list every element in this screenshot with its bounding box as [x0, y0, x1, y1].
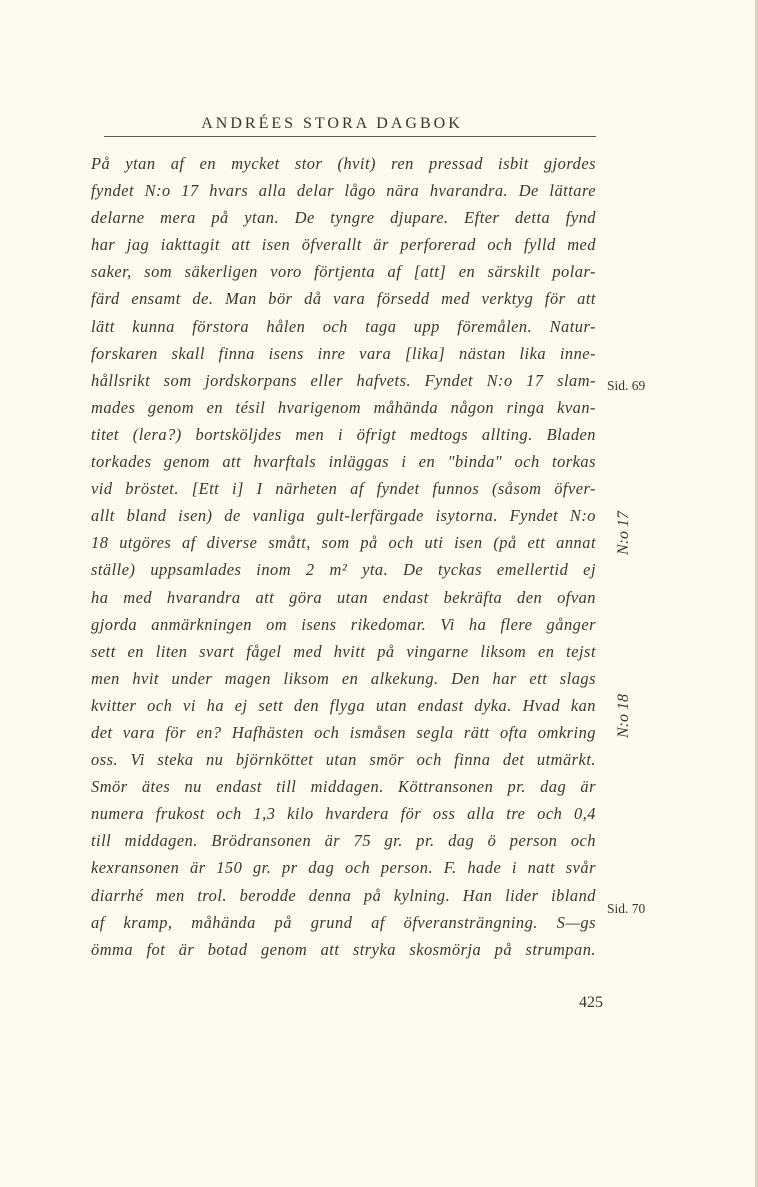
page-number: 425: [579, 994, 603, 1011]
text-line: färd ensamt de. Man bör då vara försedd med verktyg för att: [91, 289, 596, 309]
text-line: 18 utgöres af diverse smått, som på och uti isen (på ett annat: [91, 533, 596, 553]
text-line: diarrhé men trol. berodde denna på kylning. Han lider ibland: [91, 885, 596, 905]
text-line: Smör ätes nu endast till middagen. Köttransonen pr. dag är: [91, 777, 596, 797]
text-line: sett en liten svart fågel med hvitt på vingarne liksom en tejst: [91, 641, 596, 661]
text-line: ställe) uppsamlades inom 2 m² yta. De tyckas emellertid ej: [91, 560, 596, 580]
margin-note-sid-69: Sid. 69: [607, 378, 646, 393]
text-line: har jag iakttagit att isen öfverallt är perforerad och fylld med: [91, 235, 596, 255]
body-text: [91, 150, 596, 963]
text-line: saker, som säkerligen voro förtjenta af [att] en särskilt polar-: [91, 262, 596, 282]
text-line: men hvit under magen liksom en alkekung. Den har ett slags: [91, 668, 596, 688]
text-line: gjorda anmärkningen om isens rikedomar. Vi ha flere gånger: [91, 614, 596, 634]
text-line: fyndet N:o 17 hvars alla delar lågo nära hvarandra. De lättare: [91, 181, 596, 201]
text-line: vid bröstet. [Ett i] I närheten af fyndet funnos (såsom öfver-: [91, 479, 596, 499]
text-line: af kramp, måhända på grund af öfveransträngning. S—gs: [91, 912, 596, 932]
text-line: allt bland isen) de vanliga gult-lerfärgade isytorna. Fyndet N:o: [91, 506, 596, 526]
text-line: ha med hvarandra att göra utan endast bekräfta den ofvan: [91, 587, 596, 607]
margin-note-find-17: N:o 17: [615, 511, 632, 555]
text-line: numera frukost och 1,3 kilo hvardera för oss alla tre och 0,4: [91, 804, 596, 824]
text-line: På ytan af en mycket stor (hvit) ren pressad isbit gjordes: [91, 154, 596, 173]
text-line: lätt kunna förstora hålen och taga upp föremålen. Natur-: [91, 316, 596, 336]
running-header: ANDRÉES STORA DAGBOK: [201, 115, 463, 132]
text-line: ömma fot är botad genom att stryka skosmörja på strumpan.: [91, 939, 596, 959]
text-line: delarne mera på ytan. De tyngre djupare. Efter detta fynd: [91, 208, 596, 228]
text-line: kvitter och vi ha ej sett den flyga utan endast dyka. Hvad kan: [91, 695, 596, 715]
margin-note-sid-70: Sid. 70: [607, 901, 646, 916]
text-line: hållsrikt som jordskorpans eller hafvets. Fyndet N:o 17 slam-: [91, 370, 596, 390]
text-line: till middagen. Brödransonen är 75 gr. pr. dag ö person och: [91, 831, 596, 851]
text-line: forskaren skall finna isens inre vara [lika] nästan lika inne-: [91, 343, 596, 363]
text-line: det vara för en? Hafhästen och ismåsen segla rätt ofta omkring: [91, 722, 596, 742]
header-rule: [104, 136, 596, 137]
text-line: mades genom en tésil hvarigenom måhända någon ringa kvan-: [91, 397, 596, 417]
text-line: torkades genom att hvarftals inläggas i en "binda" och torkas: [91, 452, 596, 472]
text-line: titet (lera?) bortsköljdes men i öfrigt medtogs allting. Bladen: [91, 424, 596, 444]
text-line: oss. Vi steka nu björnköttet utan smör och finna det utmärkt.: [91, 750, 596, 770]
text-line: kexransonen är 150 gr. pr dag och person. F. hade i natt svår: [91, 858, 596, 878]
margin-note-find-18: N:o 18: [615, 694, 632, 738]
